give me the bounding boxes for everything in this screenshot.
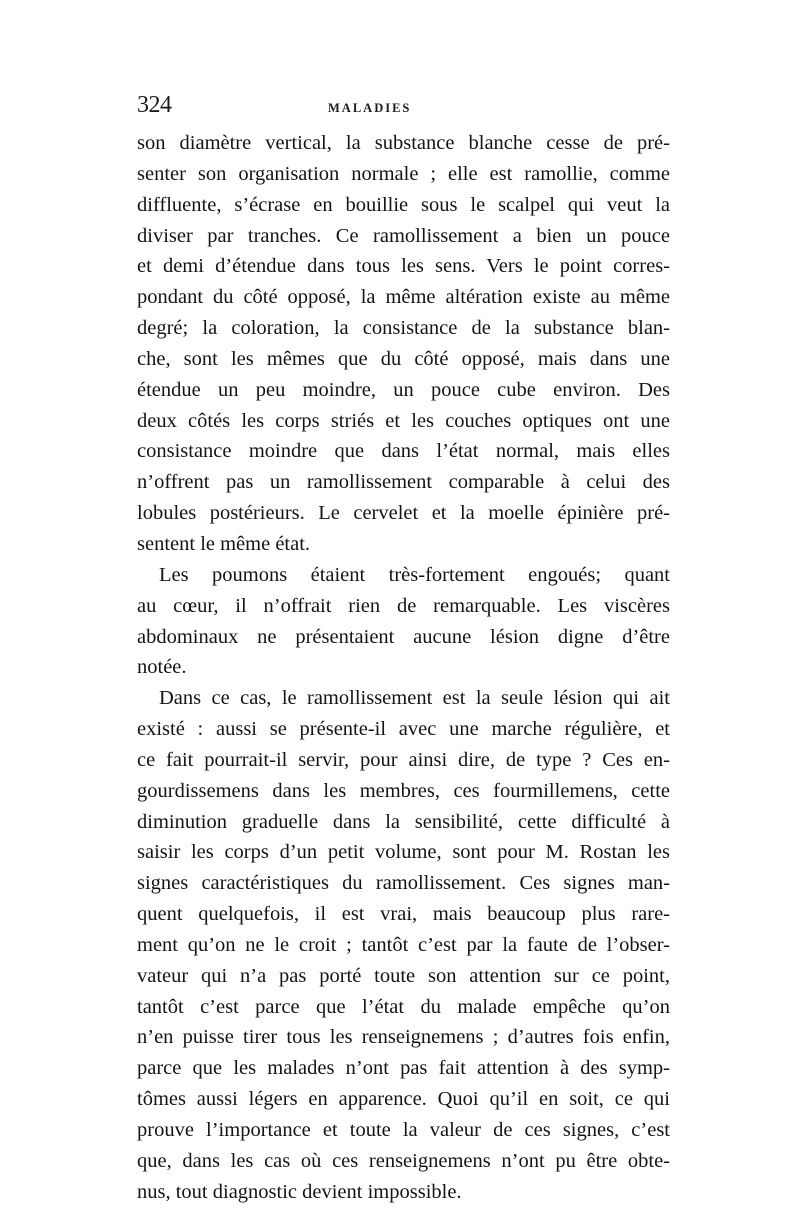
paragraph-start-line: Dans ce cas, le ramollissement est la seule lésion qui ait: [159, 687, 670, 710]
text-line: diffluente, s’écrase en bouillie sous le scalpel qui veut la: [137, 193, 670, 216]
text-line: saisir les corps d’un petit volume, sont pour M. Rostan les: [137, 841, 670, 864]
text-line: abdominaux ne présentaient aucune lésion digne d’être: [137, 625, 670, 648]
text-line: existé : aussi se présente-il avec une marche régulière, et: [137, 718, 670, 741]
text-line: parce que les malades n’ont pas fait attention à des symp-: [137, 1057, 670, 1080]
text-line: diminution graduelle dans la sensibilité, cette difficulté à: [137, 810, 670, 833]
text-line: sentent le même état.: [137, 532, 311, 555]
text-line: diviser par tranches. Ce ramollissement a bien un pouce: [137, 224, 670, 247]
running-head: MALADIES: [328, 101, 412, 115]
text-line: senter son organisation normale ; elle est ramollie, comme: [137, 162, 670, 185]
text-line: quent quelquefois, il est vrai, mais beaucoup plus rare-: [137, 903, 670, 926]
page-number: 324: [137, 92, 172, 118]
text-line: deux côtés les corps striés et les couches optiques ont une: [137, 409, 670, 432]
text-line: prouve l’importance et toute la valeur de ces signes, c’est: [137, 1119, 670, 1141]
text-line: n’en puisse tirer tous les renseignemens ; d’autres fois enfin,: [137, 1026, 670, 1049]
text-line: au cœur, il n’offrait rien de remarquable. Les viscères: [137, 594, 670, 617]
text-line: consistance moindre que dans l’état normal, mais elles: [137, 440, 670, 463]
text-line: que, dans les cas où ces renseignemens n’ont pu être obte-: [137, 1149, 670, 1172]
text-line: signes caractéristiques du ramollissement. Ces signes man-: [137, 872, 670, 895]
text-line: notée.: [137, 656, 187, 679]
text-line: gourdissemens dans les membres, ces fourmillemens, cette: [137, 779, 670, 802]
text-line: tantôt c’est parce que l’état du malade empêche qu’on: [137, 995, 670, 1018]
text-line: lobules postérieurs. Le cervelet et la moelle épinière pré-: [137, 502, 670, 525]
text-line: ment qu’on ne le croit ; tantôt c’est par la faute de l’obser-: [137, 933, 670, 956]
body-text: [137, 128, 670, 1208]
text-line: et demi d’étendue dans tous les sens. Vers le point corres-: [137, 255, 670, 278]
text-line: tômes aussi légers en apparence. Quoi qu’il en soit, ce qui: [137, 1088, 670, 1111]
text-line: n’offrent pas un ramollissement comparable à celui des: [137, 471, 670, 494]
text-line: degré; la coloration, la consistance de la substance blan-: [137, 317, 670, 340]
text-line: ce fait pourrait-il servir, pour ainsi dire, de type ? Ces en-: [137, 748, 670, 771]
paragraph-start-line: Les poumons étaient très-fortement engoués; quant: [159, 563, 670, 586]
text-line: étendue un peu moindre, un pouce cube environ. Des: [137, 378, 670, 401]
text-line: che, sont les mêmes que du côté opposé, mais dans une: [137, 347, 670, 370]
text-line: son diamètre vertical, la substance blanche cesse de pré-: [137, 132, 670, 154]
text-line: nus, tout diagnostic devient impossible.: [137, 1180, 462, 1203]
text-line: vateur qui n’a pas porté toute son attention sur ce point,: [137, 964, 670, 987]
text-line: pondant du côté opposé, la même altération existe au même: [137, 286, 670, 309]
